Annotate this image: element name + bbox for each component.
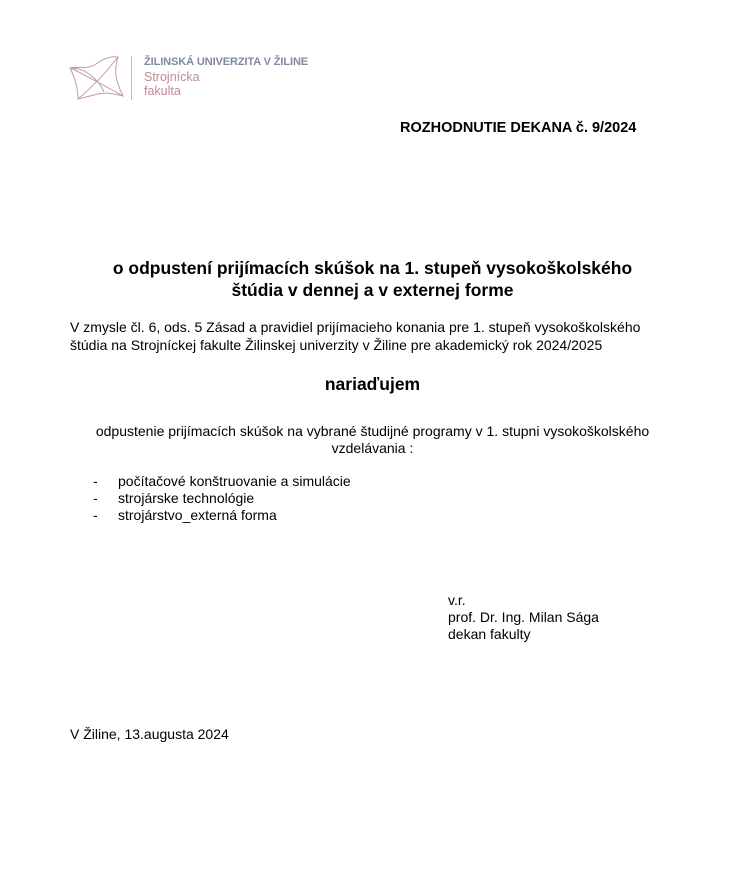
order-heading: nariaďujem [324, 374, 421, 394]
decision-title: ROZHODNUTIE DEKANA č. 9/2024 [400, 120, 637, 136]
bullet-dash: - [93, 490, 98, 506]
bullet-dash: - [93, 473, 98, 489]
order-text [0, 423, 745, 457]
order-text-line-1: odpustenie prijímacích skúšok na vybrané študijné programy v 1. stupni vysokoškolského [95, 423, 650, 439]
signatory-name: prof. Dr. Ing. Milan Sága [448, 609, 599, 625]
logo-faculty-name-line1: Strojnícka [144, 70, 200, 84]
signature-vr: v.r. [448, 592, 466, 608]
logo-university-name: ŽILINSKÁ UNIVERZITA V ŽILINE [144, 56, 309, 68]
decision-subject [0, 257, 745, 301]
subject-line-2: štúdia v dennej a v externej forme [231, 280, 514, 300]
study-program-list [93, 473, 351, 524]
logo-faculty-name-line2: fakulta [144, 84, 181, 98]
place-and-date: V Žiline, 13.augusta 2024 [70, 726, 229, 742]
bullet-dash: - [93, 507, 98, 523]
subject-line-1: o odpustení prijímacích skúšok na 1. stupeň vysokoškolského [112, 258, 633, 278]
study-program-item [93, 507, 351, 524]
study-program-label: strojárstvo_externá forma [118, 507, 277, 523]
study-program-label: strojárske technológie [118, 490, 255, 506]
signatory-role: dekan fakulty [448, 626, 531, 642]
order-text-line-2: vzdelávania : [331, 440, 414, 456]
study-program-item [93, 490, 351, 507]
preamble [70, 318, 640, 354]
logo-divider [131, 56, 132, 100]
signature-block [448, 592, 599, 643]
study-program-label: počítačové konštruovanie a simulácie [118, 473, 351, 489]
study-program-item [93, 473, 351, 490]
preamble-line-2: štúdia na Strojníckej fakulte Žilinskej univerzity v Žiline pre akademický rok 2024/2025 [70, 337, 603, 353]
logo-mark-icon [68, 54, 124, 100]
university-logo [68, 52, 318, 104]
preamble-line-1: V zmysle čl. 6, ods. 5 Zásad a pravidiel prijímacieho konania pre 1. stupeň vysokoškolského [70, 319, 641, 335]
